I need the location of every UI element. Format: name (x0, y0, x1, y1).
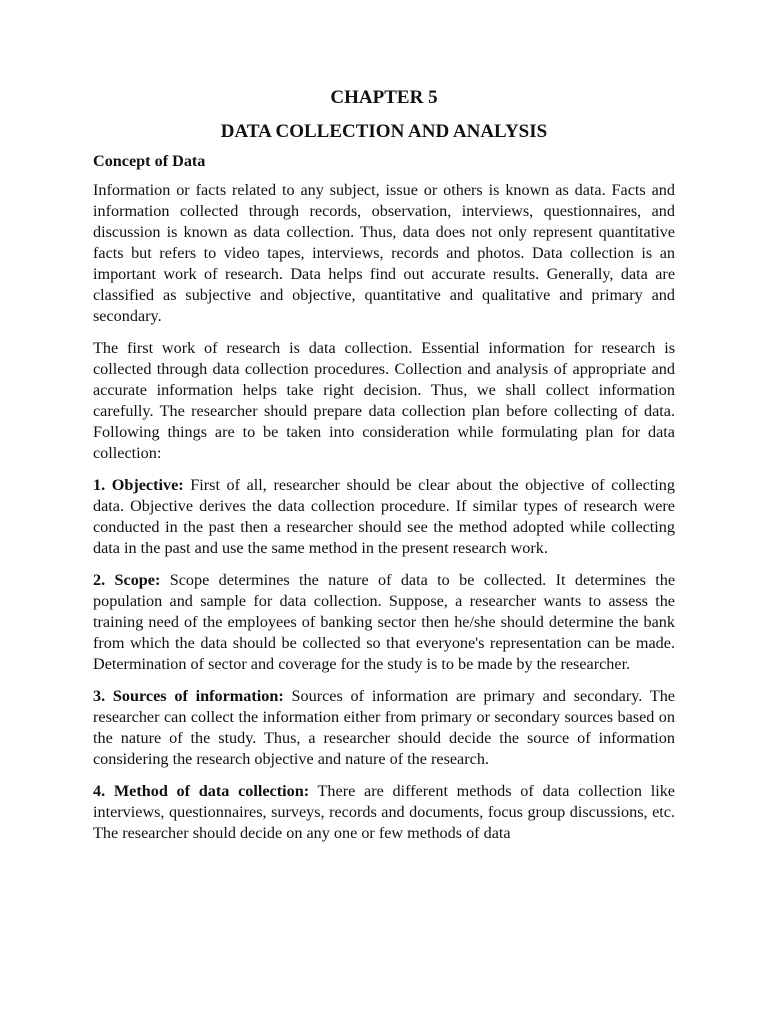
chapter-title: DATA COLLECTION AND ANALYSIS (220, 121, 548, 142)
item-scope-label: 2. Scope: (93, 571, 161, 589)
item-objective-label: 1. Objective: (93, 476, 184, 494)
item-sources-label: 3. Sources of information: (93, 687, 284, 705)
paragraph-concept: Information or facts related to any subject, issue or others is known as data. Facts and information collected through records, observation, interviews, questionnaires, and discussion is known as data collection. Thus, data does not only represent quantitative facts but refers to video tapes, interviews, records and photos. Data collection is an important work of research. Data helps find out accurate results. Generally, data are classified as subjective and objective, quantitative and qualitative and primary and secondary. (93, 181, 675, 325)
item-scope (93, 570, 675, 675)
item-method-label: 4. Method of data collection: (93, 782, 310, 800)
paragraph-first-work: The first work of research is data collection. Essential information for research is collected through data collection procedures. Collection and analysis of appropriate and accurate information helps take right decision. Thus, we shall collect information carefully. The researcher should prepare data collection plan before collecting of data. Following things are to be taken into consideration while formulating plan for data collection: (93, 339, 675, 462)
item-method-text: There are different methods of data collection like interviews, questionnaires, surveys, records and documents, focus group discussions, etc. The researcher should decide on any one or few methods of data (93, 782, 675, 842)
item-scope-text: Scope determines the nature of data to be collected. It determines the population and sample for data collection. Suppose, a researcher wants to assess the training need of the employees of banking sector then he/she should determine the bank from which the data should be collected so that everyone's representation can be made. Determination of sector and coverage for the study is to be made by the researcher. (93, 571, 676, 673)
item-sources (93, 686, 675, 770)
item-objective-text: First of all, researcher should be clear about the objective of collecting data. Objective derives the data collection procedure. If similar types of research were conducted in the past then a researcher should see the method adopted while collecting data in the past and use the same method in the present research work. (93, 476, 675, 557)
document-page (93, 86, 675, 855)
item-objective (93, 475, 675, 559)
item-sources-text: Sources of information are primary and secondary. The researcher can collect the information either from primary or secondary sources based on the nature of the study. Thus, a researcher should decide the source of information considering the research objective and nature of the research. (93, 687, 675, 768)
item-method (93, 781, 675, 844)
section-heading: Concept of Data (93, 152, 206, 170)
chapter-number: CHAPTER 5 (330, 87, 438, 108)
